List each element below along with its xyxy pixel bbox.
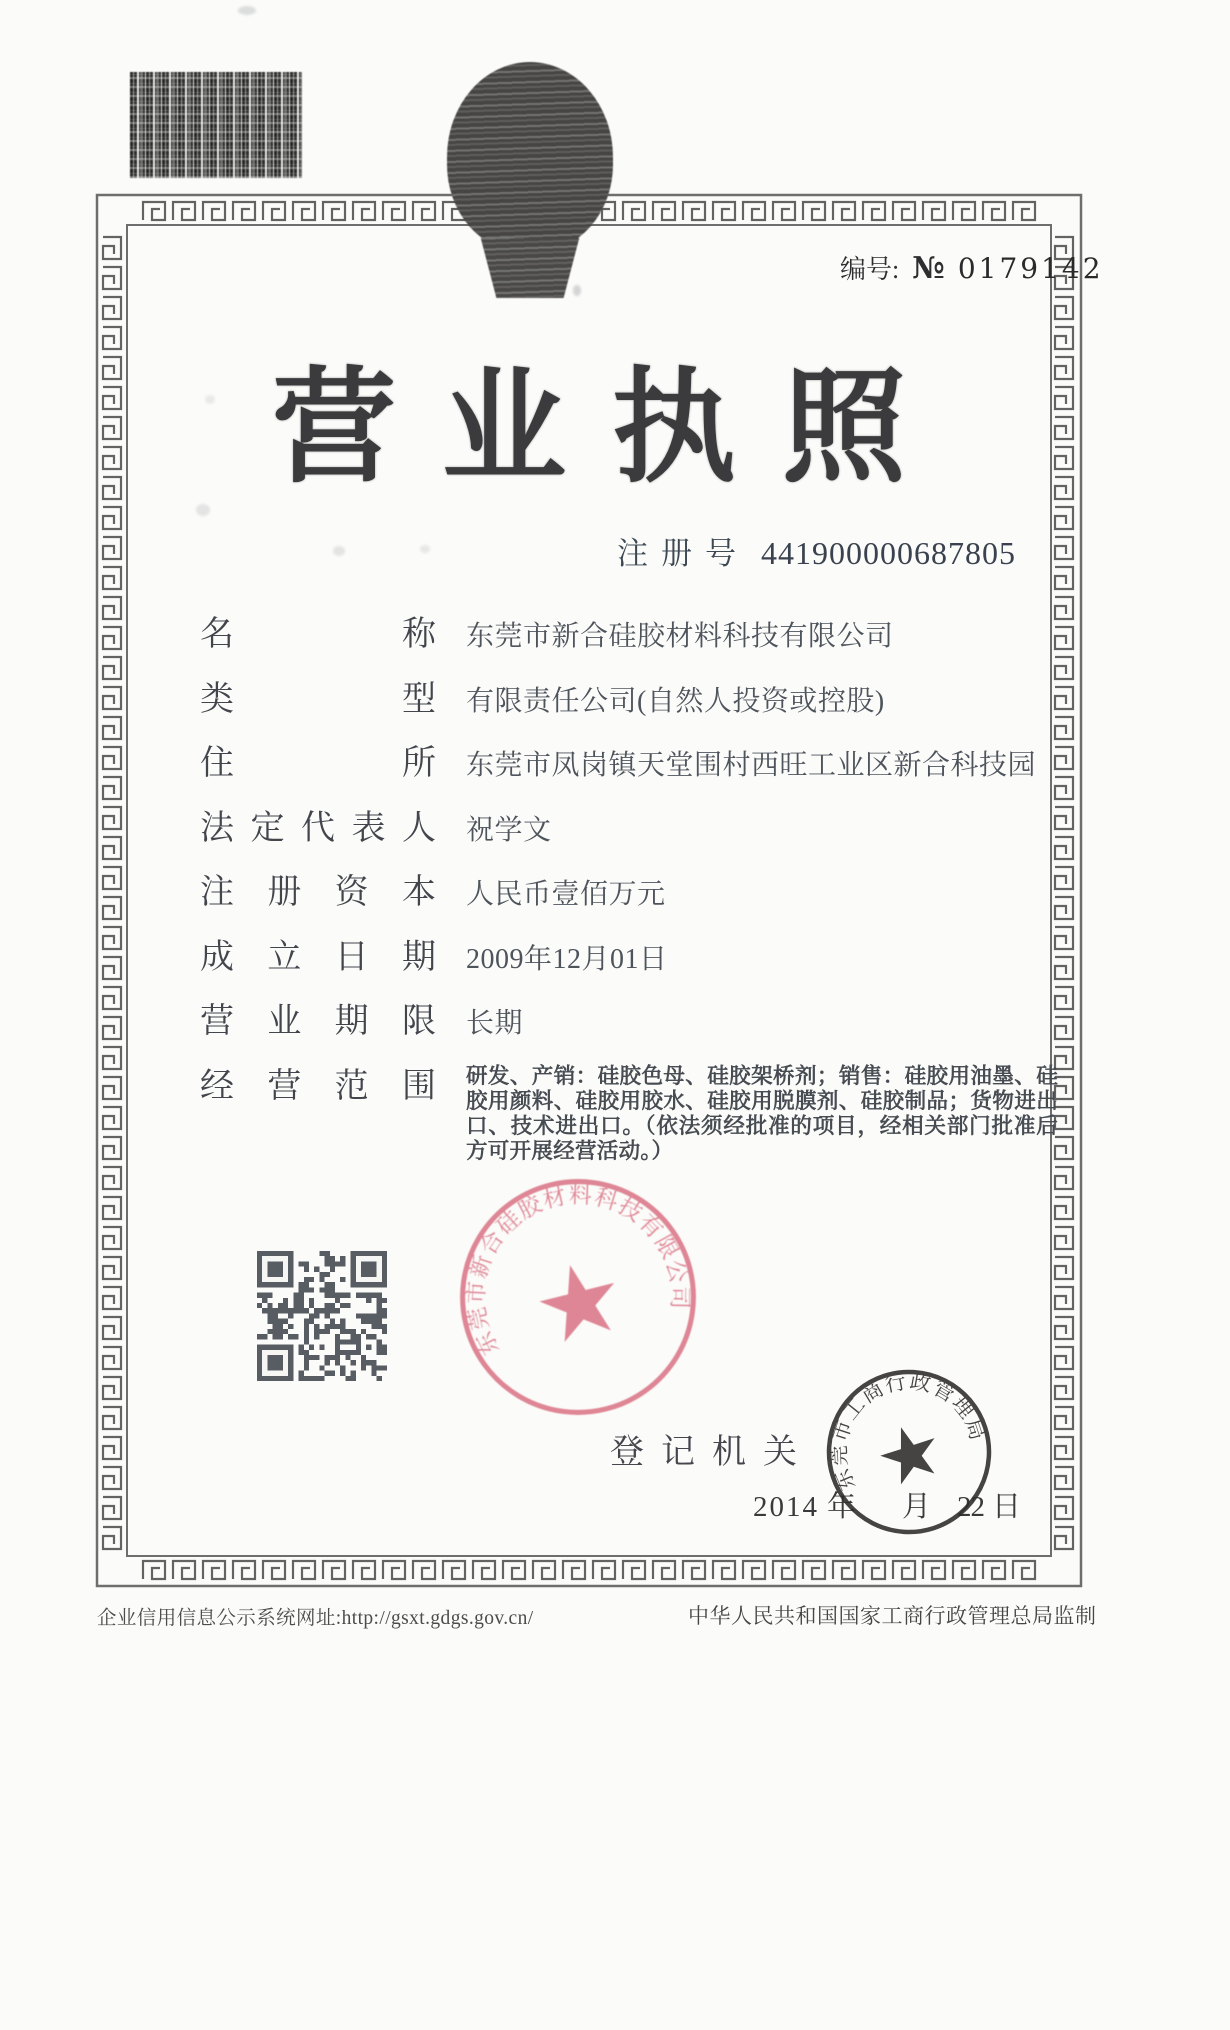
registration-number bbox=[617, 528, 1016, 573]
field-row-founded bbox=[200, 929, 1062, 994]
field-label: 注册资本 bbox=[200, 874, 436, 911]
field-label: 类型 bbox=[200, 680, 436, 718]
field-value: 东莞市凤岗镇天堂围村西旺工业区新合科技园 bbox=[466, 750, 1037, 781]
scan-smudge bbox=[238, 6, 256, 15]
registration-number-value: 441900000687805 bbox=[761, 535, 1016, 571]
day-unit: 日 bbox=[992, 1491, 1022, 1523]
scan-smudge bbox=[420, 545, 430, 553]
field-label: 法定代表人 bbox=[200, 809, 436, 847]
field-value: 东莞市新合硅胶材料科技有限公司 bbox=[466, 621, 894, 652]
field-row-type bbox=[200, 671, 1062, 736]
field-row-business-scope bbox=[200, 1058, 1062, 1164]
issue-year: 2014 bbox=[753, 1491, 819, 1523]
barcode bbox=[130, 72, 302, 178]
numero-sign: № bbox=[912, 251, 945, 286]
seal-star-icon bbox=[533, 1256, 625, 1346]
scan-smudge bbox=[333, 546, 345, 556]
company-seal-stamp bbox=[454, 1173, 702, 1421]
field-row-capital bbox=[200, 864, 1062, 929]
month-unit: 月 bbox=[902, 1491, 932, 1523]
year-unit: 年 bbox=[827, 1491, 857, 1523]
field-label: 营业期限 bbox=[200, 1003, 436, 1040]
fields-table bbox=[200, 606, 1062, 1164]
national-emblem-disc bbox=[447, 62, 613, 252]
field-value: 长期 bbox=[466, 1008, 524, 1039]
company-seal-text: 东莞市新合硅胶材料科技有限公司 bbox=[463, 1182, 693, 1360]
field-value: 人民币壹佰万元 bbox=[466, 879, 666, 910]
national-emblem bbox=[447, 62, 613, 298]
scan-smudge bbox=[196, 504, 210, 516]
registrar-stamp bbox=[820, 1363, 998, 1541]
qr-code bbox=[257, 1251, 387, 1381]
footer-issuer: 中华人民共和国国家工商行政管理总局监制 bbox=[688, 1604, 1097, 1628]
field-value: 有限责任公司(自然人投资或控股) bbox=[466, 685, 885, 717]
scan-smudge bbox=[573, 285, 581, 296]
issue-day: 22 bbox=[957, 1491, 985, 1523]
national-emblem-base bbox=[474, 238, 586, 298]
registrar-label: 登记机关 bbox=[610, 1434, 814, 1471]
stamp-star-icon bbox=[874, 1418, 945, 1487]
footer-url: 企业信用信息公示系统网址:http://gsxt.gdgs.gov.cn/ bbox=[97, 1608, 534, 1629]
serial-digits: 0179142 bbox=[957, 252, 1104, 285]
certificate-title: 营业执照 bbox=[271, 359, 952, 497]
field-row-term bbox=[200, 993, 1062, 1058]
serial-number bbox=[840, 249, 1104, 286]
field-label: 名称 bbox=[200, 616, 436, 653]
field-label: 成立日期 bbox=[200, 938, 436, 976]
field-value: 祝学文 bbox=[466, 814, 552, 846]
serial-label: 编号: bbox=[840, 255, 900, 284]
field-row-legal-rep bbox=[200, 800, 1062, 865]
field-label: 住所 bbox=[200, 745, 436, 782]
field-row-address bbox=[200, 735, 1062, 800]
scan-smudge bbox=[205, 395, 215, 404]
field-label: 经营范围 bbox=[200, 1067, 436, 1105]
field-row-name bbox=[200, 606, 1062, 671]
registration-number-label: 注册号 bbox=[617, 536, 749, 571]
field-value: 2009年12月01日 bbox=[466, 943, 668, 975]
registrar-stamp-text: 东莞市工商行政管理局 bbox=[826, 1369, 991, 1495]
business-scope-text: 研发、产销：硅胶色母、硅胶架桥剂；销售：硅胶用油墨、硅胶用颜料、硅胶用胶水、硅胶用脱膜剂、硅胶制品；货物进出口、技术进出口。（依法须经批准的项目，经相关部门批准后方可开展经营活动。） bbox=[466, 1063, 1058, 1163]
svg-text:东莞市新合硅胶材料科技有限公司 bbox=[454, 1173, 699, 1364]
